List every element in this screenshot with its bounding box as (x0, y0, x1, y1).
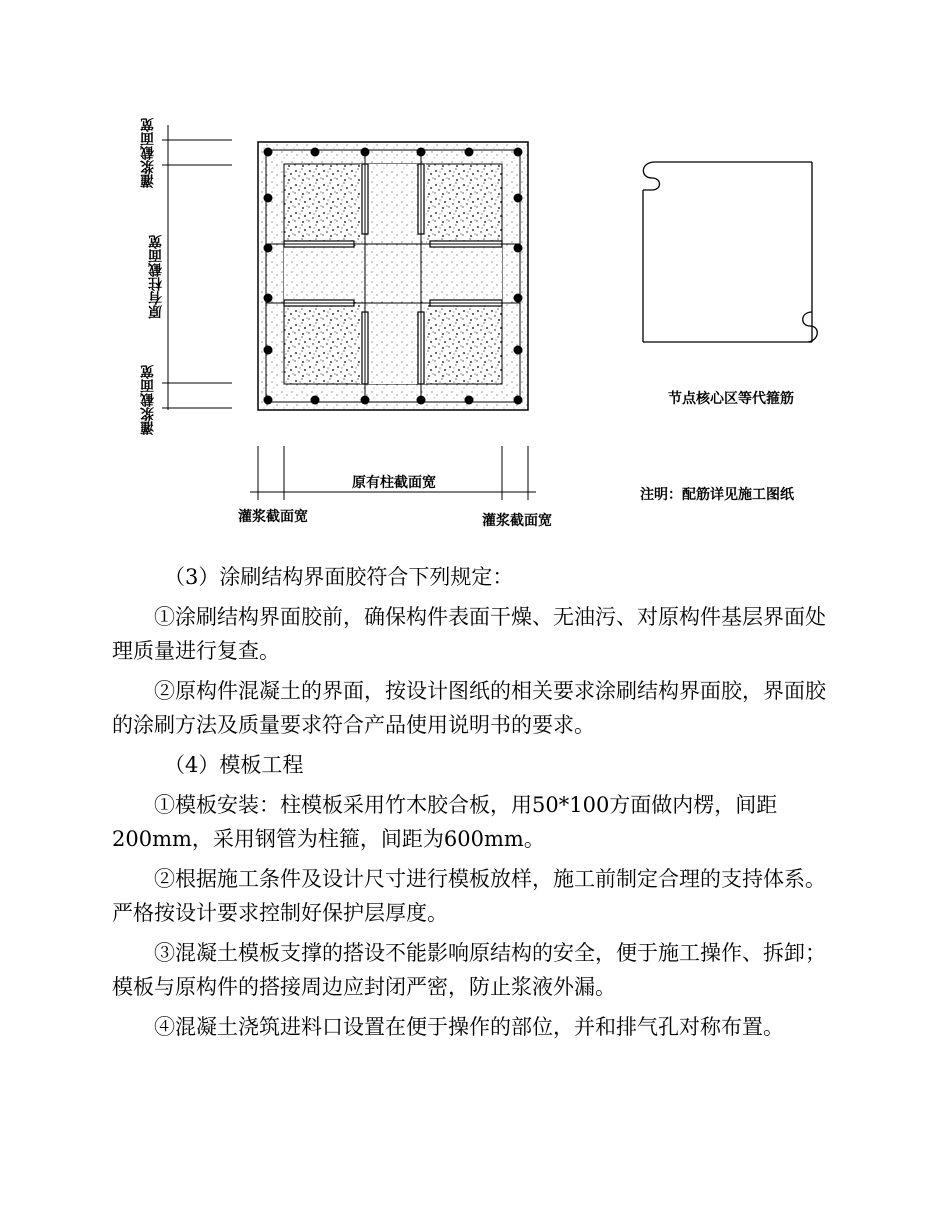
body-text (112, 560, 838, 1044)
paragraph: ①涂刷结构界面胶前，确保构件表面干燥、无油污、对原构件基层界面处理质量进行复查。 (112, 605, 826, 663)
left-dimension (162, 125, 232, 410)
left-label-middle: 原有柱截面宽 (148, 235, 164, 319)
paragraph: ④混凝土浇筑进料口设置在便于操作的部位，并和排气孔对称布置。 (154, 1015, 784, 1039)
equivalent-stirrup-detail (643, 162, 817, 342)
paragraph: ②根据施工条件及设计尺寸进行模板放样，施工前制定合理的支持体系。严格按设计要求控制好保护层厚度。 (112, 867, 826, 925)
bottom-label-middle: 原有柱截面宽 (352, 475, 436, 491)
column-section-figure (0, 0, 950, 540)
column-section-drawing (0, 0, 950, 540)
section-heading-3: （3）涂刷结构界面胶符合下列规定： (164, 565, 514, 589)
paragraph: ②原构件混凝土的界面，按设计图纸的相关要求涂刷结构界面胶，界面胶的涂刷方法及质量要求符合产品使用说明书的要求。 (112, 679, 826, 737)
bottom-label-left: 灌浆截面宽 (238, 509, 308, 525)
section-heading-4: （4）模板工程 (164, 753, 304, 777)
bottom-label-right: 灌浆截面宽 (482, 513, 552, 529)
paragraph: ③混凝土模板支撑的搭设不能影响原结构的安全，便于施工操作、拆卸；模板与原构件的搭接周边应封闭严密，防止浆液外漏。 (112, 941, 826, 999)
left-label-bottom: 灌浆截面宽 (140, 365, 156, 435)
paragraph: ①模板安装：柱模板采用竹木胶合板，用50*100方面做内楞，间距200mm，采用钢管为柱箍，间距为600mm。 (112, 793, 778, 851)
figure-note: 注明：配筋详见施工图纸 (640, 487, 794, 503)
left-label-top: 灌浆截面宽 (140, 118, 156, 188)
detail-caption: 节点核心区等代箍筋 (668, 391, 794, 407)
